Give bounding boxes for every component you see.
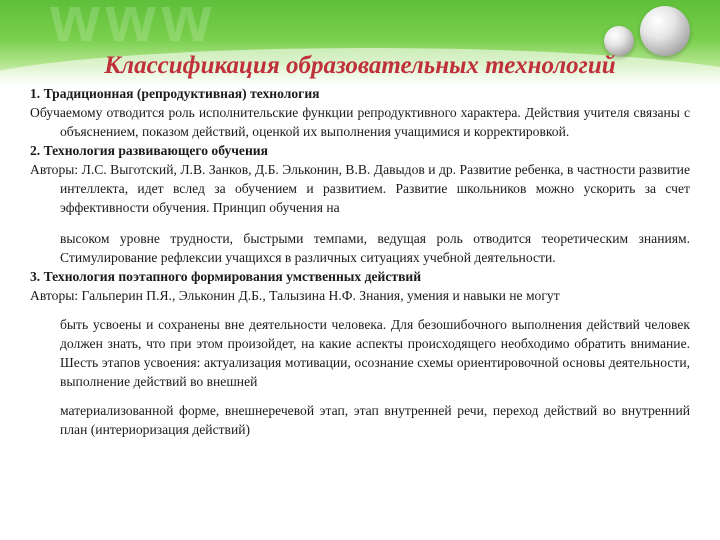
section-2-text-part-1: Авторы: Л.С. Выготский, Л.В. Занков, Д.Б. Эльконин, В.В. Давыдов и др. Развитие ребенка, в частности развитие интеллекта, идет вслед за обучением и развитием. Развитие школьников можно ускорить за счет эффективности обучения. Принцип обучения на <box>30 162 690 215</box>
section-3-text-part-1: Авторы: Гальперин П.Я., Эльконин Д.Б., Талызина Н.Ф. Знания, умения и навыки не могут <box>30 288 560 303</box>
section-3-heading: 3. Технология поэтапного формирования умственных действий <box>30 269 422 284</box>
section-1-text: Обучаемому отводится роль исполнительские функции репродуктивного характера. Действия учителя связаны с объяснением, показом действий, оценкой их выполнения учащимися и корректировкой. <box>30 105 690 139</box>
background-watermark: www <box>50 0 218 55</box>
slide-body <box>30 84 690 439</box>
section-3-text-part-3: материализованной форме, внешнеречевой этап, этап внутренней речи, переход действий во внутренний план (интериоризация действий) <box>60 403 690 437</box>
slide-title: Классификация образовательных технологий <box>104 52 616 79</box>
section-1-heading: 1. Традиционная (репродуктивная) технология <box>30 86 320 101</box>
section-2-heading: 2. Технология развивающего обучения <box>30 143 268 158</box>
section-2-text-part-2: высоком уровне трудности, быстрыми темпами, ведущая роль отводится теоретическим знаниям. Стимулирование рефлексии учащихся в различных ситуациях учебной деятельности. <box>60 231 690 265</box>
sphere-large-icon <box>640 6 690 56</box>
section-3-text-part-2: быть усвоены и сохранены вне деятельности человека. Для безошибочного выполнения действий человек должен знать, что при этом произойдет, на какие аспекты происходящего необходимо обратить внимание. Шесть этапов усвоения: актуализация мотивации, осознание схемы ориентировочной основы деятельности, выполнение действий во внешней <box>60 317 690 389</box>
